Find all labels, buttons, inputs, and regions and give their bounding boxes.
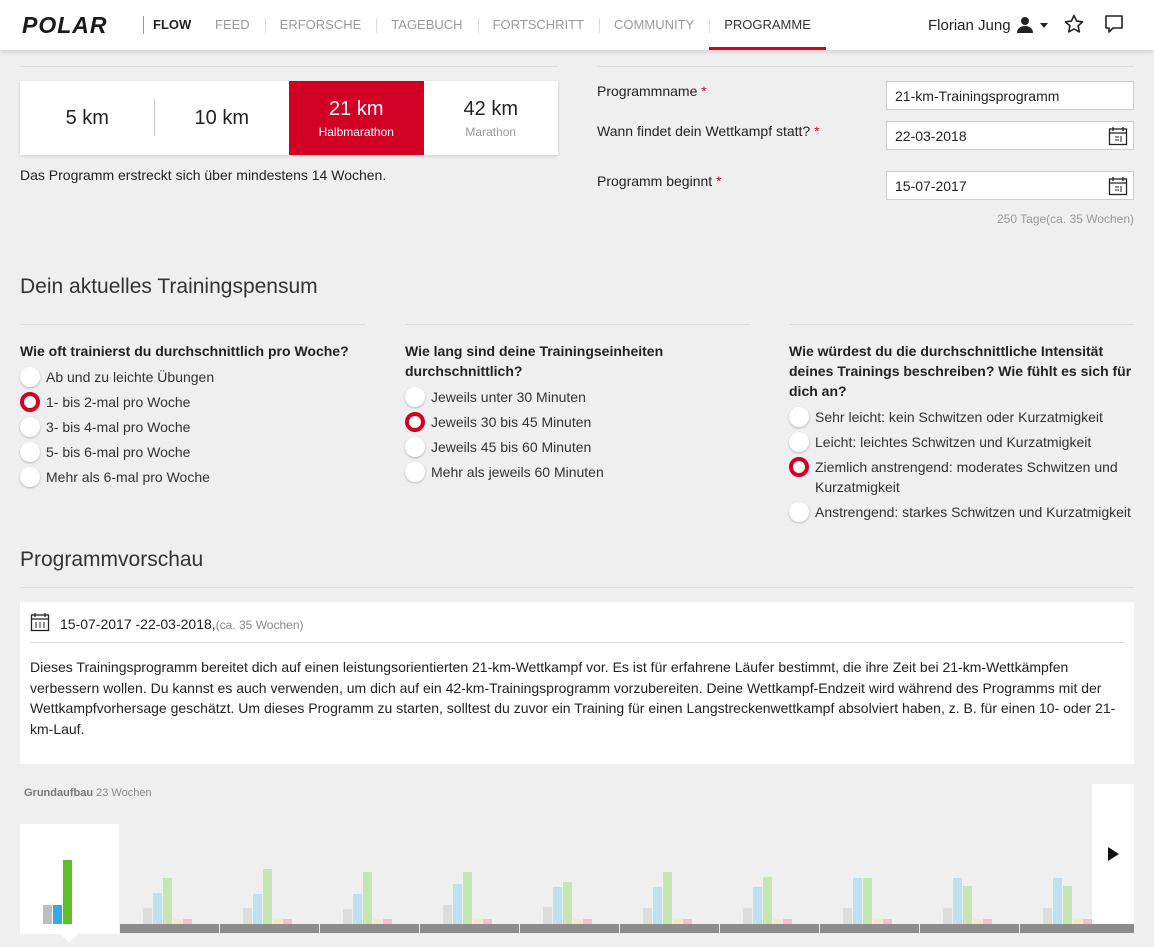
race-date-label	[597, 123, 820, 139]
radio-label: Anstrengend: starkes Schwitzen und Kurzatmigkeit	[815, 504, 1131, 520]
nav-item-feed[interactable]: FEED	[215, 17, 250, 32]
chart-bar	[183, 919, 192, 924]
preview-card	[20, 602, 1134, 764]
chart-bar	[253, 894, 262, 924]
phase-name: Grundaufbau	[24, 787, 94, 799]
radio-icon[interactable]	[405, 462, 425, 482]
user-menu[interactable]	[928, 16, 1049, 34]
radio-selected-icon[interactable]	[405, 412, 425, 432]
week-baseline	[620, 924, 719, 933]
start-date-label	[597, 173, 722, 189]
label-text: Programmname	[597, 83, 698, 99]
chart-bar	[483, 919, 492, 924]
distance-option[interactable]	[289, 81, 424, 155]
radio-option[interactable]	[789, 432, 1134, 452]
chart-bar	[63, 860, 72, 924]
phase-label	[24, 787, 152, 799]
chart-bar	[843, 908, 852, 924]
distance-label: 10 km	[194, 106, 249, 129]
chart-bar	[143, 908, 152, 924]
chart-bar	[553, 887, 562, 924]
preview-date-range	[60, 616, 304, 632]
chart-bar	[853, 878, 862, 924]
phase-weeks: 23 Wochen	[96, 787, 152, 799]
nav-item-programme[interactable]: PROGRAMME	[709, 0, 826, 50]
chart-bar	[543, 907, 552, 924]
radio-label: Ab und zu leichte Übungen	[46, 369, 215, 385]
chart-bar	[473, 919, 482, 924]
chart-bar	[443, 905, 452, 924]
radio-option[interactable]	[789, 502, 1134, 522]
divider	[20, 66, 558, 67]
chart-bar	[453, 884, 462, 924]
week-baseline	[920, 924, 1019, 933]
chart-bar	[53, 905, 62, 924]
chart-bar	[743, 908, 752, 924]
chart-bar	[753, 887, 762, 924]
radio-icon[interactable]	[789, 432, 809, 452]
radio-icon[interactable]	[789, 407, 809, 427]
radio-option[interactable]	[405, 437, 750, 457]
star-icon[interactable]	[1064, 14, 1084, 34]
chart-bar	[763, 877, 772, 924]
nav-item-community[interactable]: COMMUNITY	[599, 0, 709, 50]
chart-bar	[873, 919, 882, 924]
date-range-text: 15-07-2017 -22-03-2018,	[60, 616, 216, 632]
play-right-icon	[1107, 847, 1119, 861]
week-baseline	[220, 924, 319, 933]
chart-bar	[773, 919, 782, 924]
radio-option[interactable]	[20, 442, 365, 462]
week-baseline	[320, 924, 419, 933]
chart-bar	[243, 908, 252, 924]
radio-icon[interactable]	[405, 437, 425, 457]
calendar-icon[interactable]	[1108, 176, 1128, 196]
radio-selected-icon[interactable]	[789, 457, 809, 477]
label-text: Wann findet dein Wettkampf statt?	[597, 123, 811, 139]
distance-sublabel: Marathon	[465, 124, 517, 139]
duration-note: 250 Tage(ca. 35 Wochen)	[997, 212, 1134, 226]
distance-label: 21 km	[329, 97, 384, 120]
divider	[30, 642, 1124, 643]
chart-bar	[1073, 919, 1082, 924]
question-group	[789, 324, 1134, 527]
next-weeks-button[interactable]	[1092, 784, 1134, 924]
user-icon	[1016, 16, 1034, 34]
radio-label: Jeweils 45 bis 60 Minuten	[431, 439, 592, 455]
radio-selected-icon[interactable]	[20, 392, 40, 412]
chart-bar	[283, 919, 292, 924]
section-title-current-load: Dein aktuelles Trainingspensum	[20, 275, 318, 298]
radio-label: 1- bis 2-mal pro Woche	[46, 394, 191, 410]
distance-sublabel: Halbmarathon	[318, 124, 394, 139]
radio-option[interactable]	[789, 407, 1134, 427]
calendar-icon	[30, 612, 50, 632]
question-group	[20, 324, 365, 492]
label-text: Programm beginnt	[597, 173, 713, 189]
chart-bar	[383, 919, 392, 924]
radio-option[interactable]	[789, 457, 1134, 497]
nav-item-fortschritt[interactable]: FORTSCHRITT	[478, 0, 599, 50]
chart-bar	[943, 908, 952, 924]
chart-bar	[1043, 908, 1052, 924]
product-name[interactable]: FLOW	[143, 16, 191, 34]
chart-bar	[563, 882, 572, 924]
radio-label: Sehr leicht: kein Schwitzen oder Kurzatmigkeit	[815, 409, 1103, 425]
chart-bar	[963, 886, 972, 924]
radio-option[interactable]	[20, 417, 365, 437]
polar-logo[interactable]	[22, 13, 108, 37]
radio-option[interactable]	[20, 367, 365, 387]
radio-label: 3- bis 4-mal pro Woche	[46, 419, 191, 435]
chart-bar	[153, 893, 162, 924]
chart-bar	[273, 919, 282, 924]
required-mark: *	[701, 83, 707, 99]
chart-bar	[43, 905, 52, 924]
calendar-icon[interactable]	[1108, 126, 1128, 146]
nav-item-tagebuch[interactable]: TAGEBUCH	[376, 0, 477, 50]
chart-bar	[1083, 919, 1092, 924]
distance-option[interactable]	[424, 81, 559, 155]
required-mark: *	[814, 123, 820, 139]
chart-bar	[363, 872, 372, 924]
radio-option[interactable]	[405, 412, 750, 432]
radio-icon[interactable]	[20, 442, 40, 462]
chart-bar	[983, 919, 992, 924]
radio-icon[interactable]	[405, 387, 425, 407]
chevron-down-icon	[1039, 20, 1049, 30]
user-name: Florian Jung	[928, 16, 1011, 34]
program-name-label	[597, 83, 707, 99]
top-nav-bar	[0, 0, 1154, 50]
chart-bar	[883, 919, 892, 924]
radio-label: Leicht: leichtes Schwitzen und Kurzatmigkeit	[815, 434, 1092, 450]
nav-item-erforsche[interactable]: ERFORSCHE	[265, 0, 377, 50]
min-weeks-note: Das Programm erstreckt sich über mindestens 14 Wochen.	[20, 167, 387, 183]
week-baseline	[120, 924, 219, 933]
chart-bar	[673, 919, 682, 924]
week-baseline	[720, 924, 819, 933]
chart-bar	[573, 919, 582, 924]
main-nav	[200, 0, 826, 50]
selected-week-pointer	[60, 934, 78, 942]
question-title: Wie lang sind deine Trainingseinheiten durchschnittlich?	[405, 343, 664, 379]
distance-option[interactable]	[20, 81, 155, 155]
section-title-preview: Programmvorschau	[20, 548, 204, 571]
chart-bar	[863, 878, 872, 924]
chart-bar	[583, 919, 592, 924]
chart-bar	[173, 919, 182, 924]
radio-icon[interactable]	[20, 467, 40, 487]
required-mark: *	[716, 173, 722, 189]
radio-label: Jeweils 30 bis 45 Minuten	[431, 414, 592, 430]
question-title: Wie oft trainierst du durchschnittlich pro Woche?	[20, 343, 349, 359]
divider	[20, 587, 1134, 588]
radio-option[interactable]	[405, 462, 750, 482]
chart-bar	[683, 919, 692, 924]
radio-icon[interactable]	[20, 417, 40, 437]
logo-text: POLAR	[22, 11, 108, 38]
start-date-field[interactable]	[886, 171, 1134, 200]
radio-icon[interactable]	[20, 367, 40, 387]
week-baseline	[1020, 924, 1134, 933]
radio-label: Mehr als jeweils 60 Minuten	[431, 464, 604, 480]
week-baseline	[520, 924, 619, 933]
distance-selector	[20, 81, 558, 155]
program-description: Dieses Trainingsprogramm bereitet dich auf einen leistungsorientierten 21-km-Wettkampf vor. Es ist für erfahrene Läufer bestimmt, die ihre Zeit bei 21-km-Wettkämpfen verbessern wollen. Du kannst es auch verwenden, um dich auf ein 42-km-Trainingsprogramm vorzubereiten. Deine Wettkampf-Endzeit wird während des Programms mit der Wettkampfvorhersage geschätzt. Um dieses Programm zu starten, solltest du zuvor ein Training für einen Langstreckenwettkampf absolviert haben, z. B. für einen 10- oder 21-km-Lauf.	[30, 659, 1116, 737]
chart-bar	[973, 919, 982, 924]
chart-bar	[643, 908, 652, 924]
distance-option[interactable]	[155, 81, 290, 155]
week-baseline	[820, 924, 919, 933]
chart-bar	[653, 887, 662, 924]
question-group	[405, 324, 750, 487]
chart-bar	[663, 872, 672, 924]
radio-label: Jeweils unter 30 Minuten	[431, 389, 586, 405]
radio-option[interactable]	[405, 387, 750, 407]
distance-label: 5 km	[65, 106, 109, 129]
radio-option[interactable]	[20, 392, 365, 412]
chart-bar	[163, 878, 172, 924]
chart-bar	[1063, 886, 1072, 924]
preview-weeks: (ca. 35 Wochen)	[215, 618, 304, 632]
divider	[597, 66, 1134, 67]
start-date-value: 15-07-2017	[895, 178, 967, 194]
distance-label: 42 km	[463, 97, 518, 120]
chart-bar	[1053, 878, 1062, 924]
race-date-field[interactable]	[886, 121, 1134, 150]
race-date-value: 22-03-2018	[895, 128, 967, 144]
radio-label: Mehr als 6-mal pro Woche	[46, 469, 210, 485]
radio-label: 5- bis 6-mal pro Woche	[46, 444, 191, 460]
radio-option[interactable]	[20, 467, 365, 487]
chart-bar	[373, 919, 382, 924]
chart-bar	[463, 872, 472, 924]
program-name-input[interactable]	[886, 81, 1134, 110]
radio-label: Ziemlich anstrengend: moderates Schwitzen und Kurzatmigkeit	[815, 459, 1118, 495]
chart-bar	[343, 909, 352, 924]
chart-bar	[953, 878, 962, 924]
chart-bar	[783, 919, 792, 924]
radio-icon[interactable]	[789, 502, 809, 522]
chart-bar	[263, 869, 272, 924]
week-baseline	[420, 924, 519, 933]
chart-bar	[353, 894, 362, 924]
messages-icon[interactable]	[1104, 14, 1124, 34]
question-title: Wie würdest du die durchschnittliche Intensität deines Trainings beschreiben? Wie fühlt es sich für dich an?	[789, 343, 1132, 399]
